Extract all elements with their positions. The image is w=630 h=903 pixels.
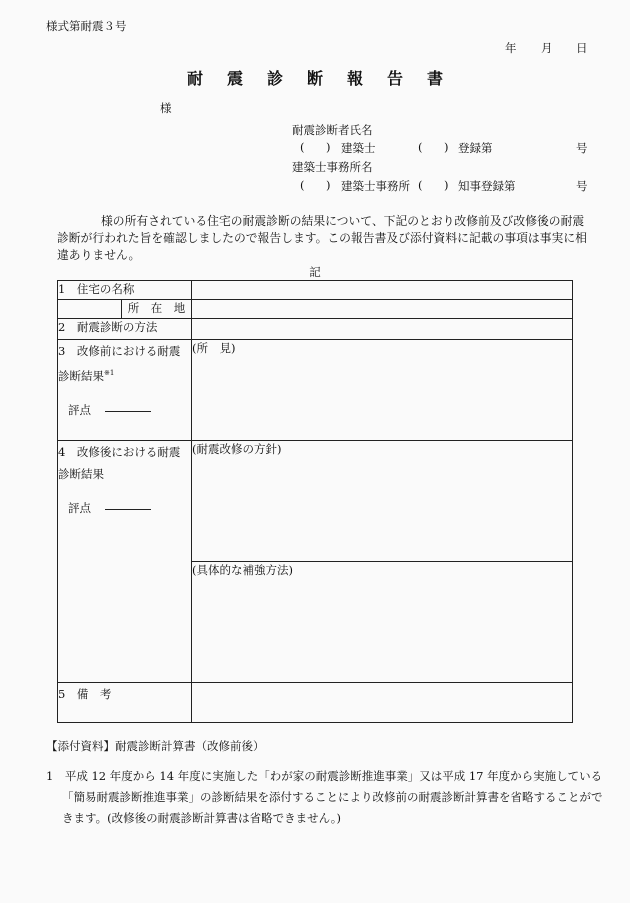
after-score-blank[interactable] xyxy=(105,509,151,510)
office-paren2-open: ( xyxy=(418,178,423,192)
footnote-1: 1 平成 12 年度から 14 年度に実施した「わが家の耐震診断推進事業」又は平成 17 年度から実施している「簡易耐震診断推進事業」の診断結果を添付することにより改修前の耐震診断計算書を省略することができます。(改修後の耐震診断計算書は省略できません。) xyxy=(46,769,603,825)
form-number: 様式第耐震３号 xyxy=(46,19,127,33)
before-result-note-mark: ※1 xyxy=(104,369,115,377)
remarks-label: 5 備 考 xyxy=(58,683,192,723)
after-result-cell xyxy=(58,441,192,683)
office-registration-suffix: 号 xyxy=(576,179,588,193)
house-name-label: 1 住宅の名称 xyxy=(58,281,192,300)
address-field[interactable] xyxy=(192,300,573,319)
retrofit-policy-label: (耐震改修の方針) xyxy=(192,442,282,456)
office-registration-label: 知事登録第 xyxy=(458,179,516,193)
office-paren2-close: ) xyxy=(444,178,449,192)
before-score xyxy=(58,399,151,421)
row-method xyxy=(58,319,573,340)
reinforcement-method-label: (具体的な補強方法) xyxy=(192,563,293,577)
method-field[interactable] xyxy=(192,319,573,340)
before-score-label: 評点 xyxy=(68,402,91,417)
intro-paragraph: 様の所有されている住宅の耐震診断の結果について、下記のとおり改修前及び改修後の耐震診断が行われた旨を確認しましたので報告します。この報告書及び添付資料に記載の事項は事実に相違ありません。 xyxy=(57,214,587,262)
row-house-name xyxy=(58,281,573,300)
ki-marker: 記 xyxy=(309,265,321,279)
architect-paren-close: ) xyxy=(326,140,331,154)
attachment-note: 【添付資料】耐震診断計算書（改修前後） xyxy=(46,739,265,753)
document-title: 耐震診断報告書 xyxy=(186,69,467,88)
findings-label: (所 見) xyxy=(192,341,236,355)
office-paren-close: ) xyxy=(326,178,331,192)
reinforcement-method-field[interactable] xyxy=(192,562,573,683)
architect-paren-open: ( xyxy=(300,140,305,154)
address-label: 所 在 地 xyxy=(122,300,192,319)
house-name-field[interactable] xyxy=(192,281,573,300)
method-label: 2 耐震診断の方法 xyxy=(58,319,192,340)
architect-role: 建築士 xyxy=(341,141,376,155)
architect-registration-suffix: 号 xyxy=(576,141,588,155)
date-year-label: 年 xyxy=(505,41,517,55)
architect-paren2-open: ( xyxy=(418,140,423,154)
architect-registration-label: 登録第 xyxy=(458,141,493,155)
row-address xyxy=(58,300,573,319)
date-month-label: 月 xyxy=(541,41,553,55)
architect-paren2-close: ) xyxy=(444,140,449,154)
after-score xyxy=(58,497,151,519)
office-name-label: 建築士事務所名 xyxy=(292,160,373,174)
after-result-label: 4 改修後における耐震診断結果 xyxy=(58,445,181,481)
date-day-label: 日 xyxy=(576,41,588,55)
inspector-name-label: 耐震診断者氏名 xyxy=(292,123,373,137)
row-remarks xyxy=(58,683,573,723)
findings-field[interactable] xyxy=(192,340,573,441)
office-role: 建築士事務所 xyxy=(341,179,410,193)
before-result-label: 3 改修前における耐震診断結果 xyxy=(58,344,181,383)
retrofit-policy-field[interactable] xyxy=(192,441,573,562)
addressee-honorific: 様 xyxy=(160,101,172,115)
office-paren-open: ( xyxy=(300,178,305,192)
row-after-policy xyxy=(58,441,573,562)
remarks-field[interactable] xyxy=(192,683,573,723)
before-score-blank[interactable] xyxy=(105,411,151,412)
report-table xyxy=(57,280,573,723)
before-result-cell xyxy=(58,340,192,441)
row-before xyxy=(58,340,573,441)
after-score-label: 評点 xyxy=(68,501,91,515)
